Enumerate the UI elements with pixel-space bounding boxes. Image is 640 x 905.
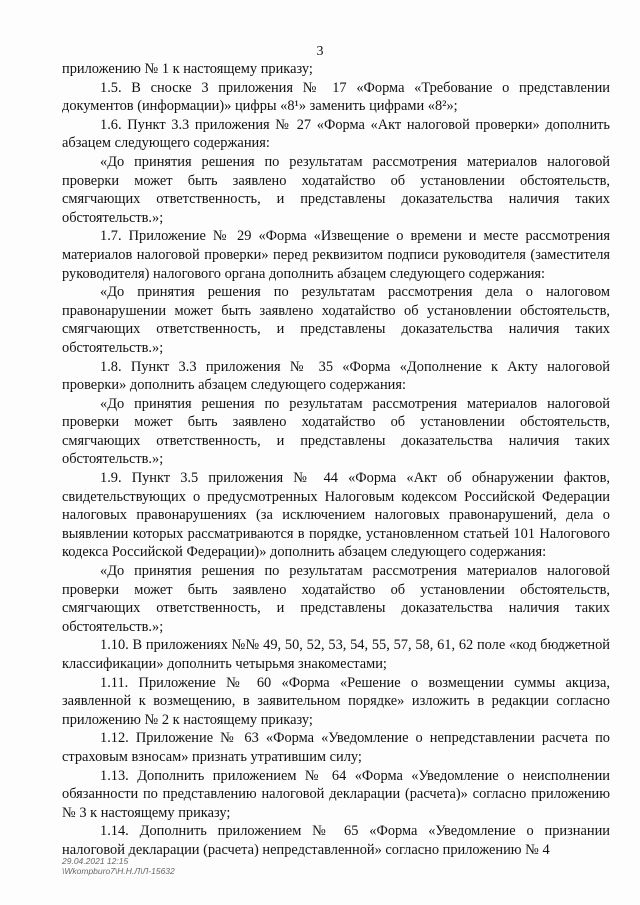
- paragraph-item-1-11: 1.11. Приложение № 60 «Форма «Решение о возмещении суммы акциза, заявленной к возмещению, в заявительном порядке» изложить в редакции согласно приложению № 2 к настоящему приказу;: [62, 674, 610, 728]
- page-number: 3: [316, 44, 324, 59]
- paragraph-item-1-9: 1.9. Пункт 3.5 приложения № 44 «Форма «Акт об обнаружении фактов, свидетельствующих о предусмотренных Налоговым кодексом Российской Федерации налоговых правонарушениях (за исключением налоговых правонарушений, дела о выявлении которых рассматриваются в порядке, установленном статьей 101 Налогового кодекса Российской Федерации)» дополнить абзацем следующего содержания:: [62, 470, 610, 561]
- paragraph-item-1-6: 1.6. Пункт 3.3 приложения № 27 «Форма «Акт налоговой проверки» дополнить абзацем следующего содержания:: [62, 116, 610, 152]
- paragraph-item-1-10: 1.10. В приложениях №№ 49, 50, 52, 53, 54, 55, 57, 58, 61, 62 поле «код бюджетной классификации» дополнить четырьмя знакоместами;: [62, 637, 610, 672]
- paragraph-item-1-13: 1.13. Дополнить приложением № 64 «Форма «Уведомление о неисполнении обязанности по представлению налоговой декларации (расчета)» согласно приложению № 3 к настоящему приказу;: [62, 767, 610, 821]
- footer-file-path: \Wkompburo7\Н.Н.Л\Л-15632: [62, 866, 175, 876]
- print-footer: [62, 856, 175, 876]
- paragraph-quote: «До принятия решения по результатам рассмотрения материалов налоговой проверки может быть заявлено ходатайство об установлении обстоятельств, смягчающих ответственность, и представлены доказательства наличия таких обстоятельств.»;: [62, 153, 610, 226]
- document-body: [62, 60, 610, 860]
- paragraph-quote: «До принятия решения по результатам рассмотрения дела о налоговом правонарушении может быть заявлено ходатайство об установлении обстоятельств, смягчающих ответственность, и представлены доказательства наличия таких обстоятельств.»;: [62, 284, 610, 356]
- paragraph-quote: «До принятия решения по результатам рассмотрения материалов налоговой проверки может быть заявлено ходатайство об установлении обстоятельств, смягчающих ответственность, и представлены доказательства наличия таких обстоятельств.»;: [62, 395, 610, 468]
- paragraph-item-1-7: 1.7. Приложение № 29 «Форма «Извещение о времени и месте рассмотрения материалов налоговой проверки» перед реквизитом подписи руководителя (заместителя руководителя) налогового органа дополнить абзацем следующего содержания:: [62, 228, 610, 282]
- paragraph-item-1-5: 1.5. В сноске 3 приложения № 17 «Форма «Требование о представлении документов (информации)» цифры «8¹» заменить цифрами «8²»;: [62, 79, 610, 115]
- paragraph-quote: «До принятия решения по результатам рассмотрения материалов налоговой проверки может быть заявлено ходатайство об установлении обстоятельств, смягчающих ответственность, и представлены доказательства наличия таких обстоятельств.»;: [62, 563, 610, 635]
- paragraph-item-1-14: 1.14. Дополнить приложением № 65 «Форма «Уведомление о признании налоговой декларации (расчета) непредставленной» согласно приложению № 4: [62, 823, 610, 858]
- footer-timestamp: 29.04.2021 12:15: [62, 856, 129, 866]
- paragraph-item-1-8: 1.8. Пункт 3.3 приложения № 35 «Форма «Дополнение к Акту налоговой проверки» дополнить абзацем следующего содержания:: [62, 358, 610, 394]
- paragraph-continuation: приложению № 1 к настоящему приказу;: [62, 61, 313, 77]
- paragraph-item-1-12: 1.12. Приложение № 63 «Форма «Уведомление о непредставлении расчета по страховым взносам» признать утратившим силу;: [62, 730, 610, 765]
